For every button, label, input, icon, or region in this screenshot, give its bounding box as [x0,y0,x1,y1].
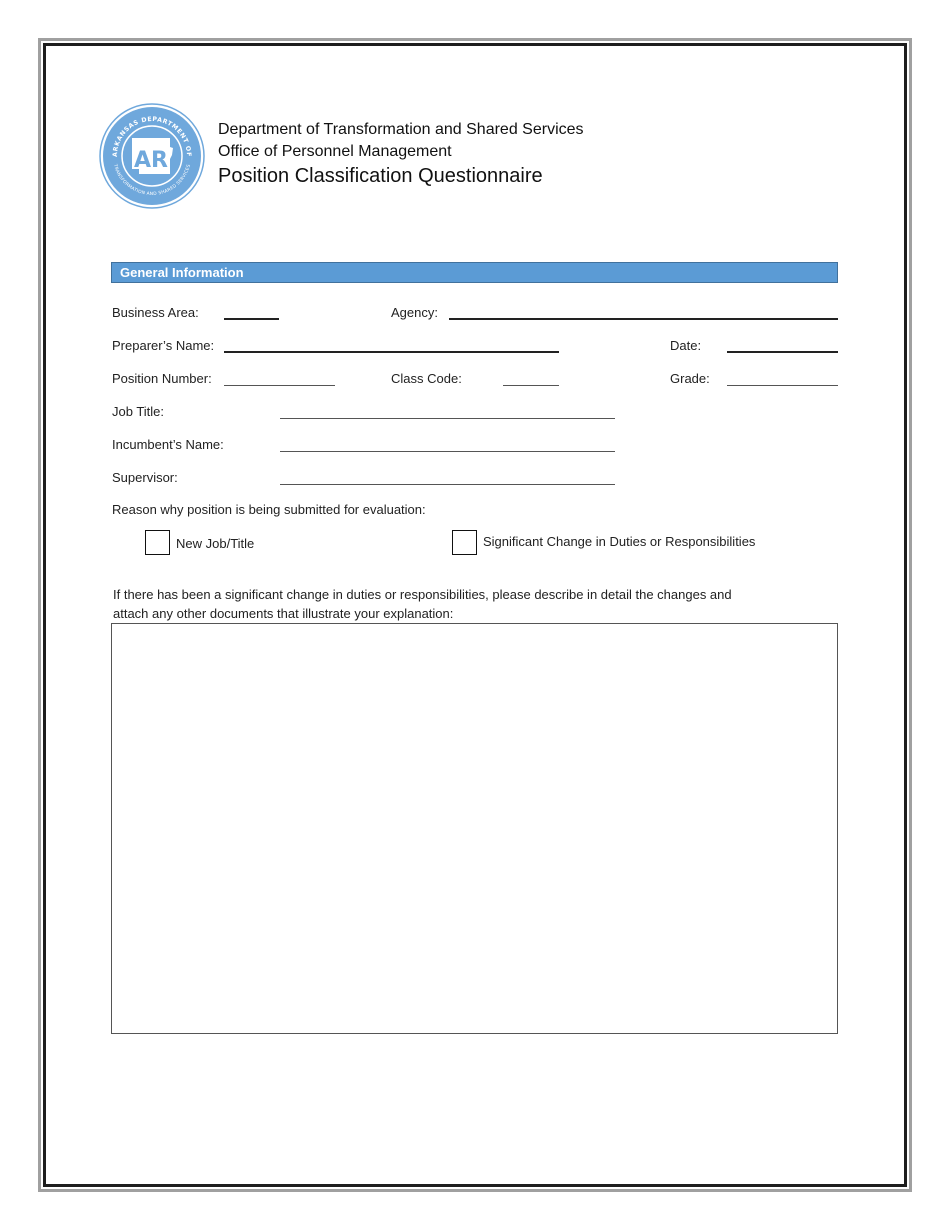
svg-text:AR: AR [134,148,168,173]
significant-change-checkbox[interactable] [452,530,477,555]
incumbent-name-field[interactable] [280,451,615,452]
explanation-instructions-line-1: If there has been a significant change in duties or responsibilities, please describe in detail the changes and [113,587,732,602]
class-code-field[interactable] [503,385,559,386]
supervisor-label: Supervisor: [112,470,178,485]
section-header-general-information: General Information [111,262,838,283]
office-name: Office of Personnel Management [218,143,452,160]
form-title: Position Classification Questionnaire [218,165,543,187]
class-code-label: Class Code: [391,371,462,386]
business-area-field[interactable] [224,318,279,320]
supervisor-field[interactable] [280,484,615,485]
date-label: Date: [670,338,702,353]
new-job-title-label: New Job/Title [176,536,255,551]
grade-field[interactable] [727,385,838,386]
svg-text:TRANSFORMATION AND SHARED SERV: TRANSFORMATION AND SHARED SERVICES [112,163,192,198]
job-title-field[interactable] [280,418,615,419]
significant-change-label: Significant Change in Duties or Responsibilities [483,534,756,549]
preparer-name-label: Preparer’s Name: [112,338,215,353]
position-number-field[interactable] [224,385,335,386]
preparer-name-field[interactable] [224,351,559,353]
form-header [218,119,584,189]
grade-label: Grade: [670,371,710,386]
job-title-label: Job Title: [112,404,165,419]
explanation-text-area[interactable] [111,623,838,1034]
agency-seal-logo [99,103,205,209]
agency-label: Agency: [391,305,438,320]
agency-field[interactable] [449,318,838,320]
new-job-title-checkbox[interactable] [145,530,170,555]
svg-text:ARKANSAS DEPARTMENT OF: ARKANSAS DEPARTMENT OF [111,115,193,158]
reason-prompt: Reason why position is being submitted for evaluation: [112,502,426,517]
date-field[interactable] [727,351,838,353]
position-number-label: Position Number: [112,371,212,386]
explanation-instructions-line-2: attach any other documents that illustrate your explanation: [113,606,454,621]
department-name: Department of Transformation and Shared Services [218,121,584,138]
business-area-label: Business Area: [112,305,199,320]
incumbent-name-label: Incumbent’s Name: [112,437,224,452]
